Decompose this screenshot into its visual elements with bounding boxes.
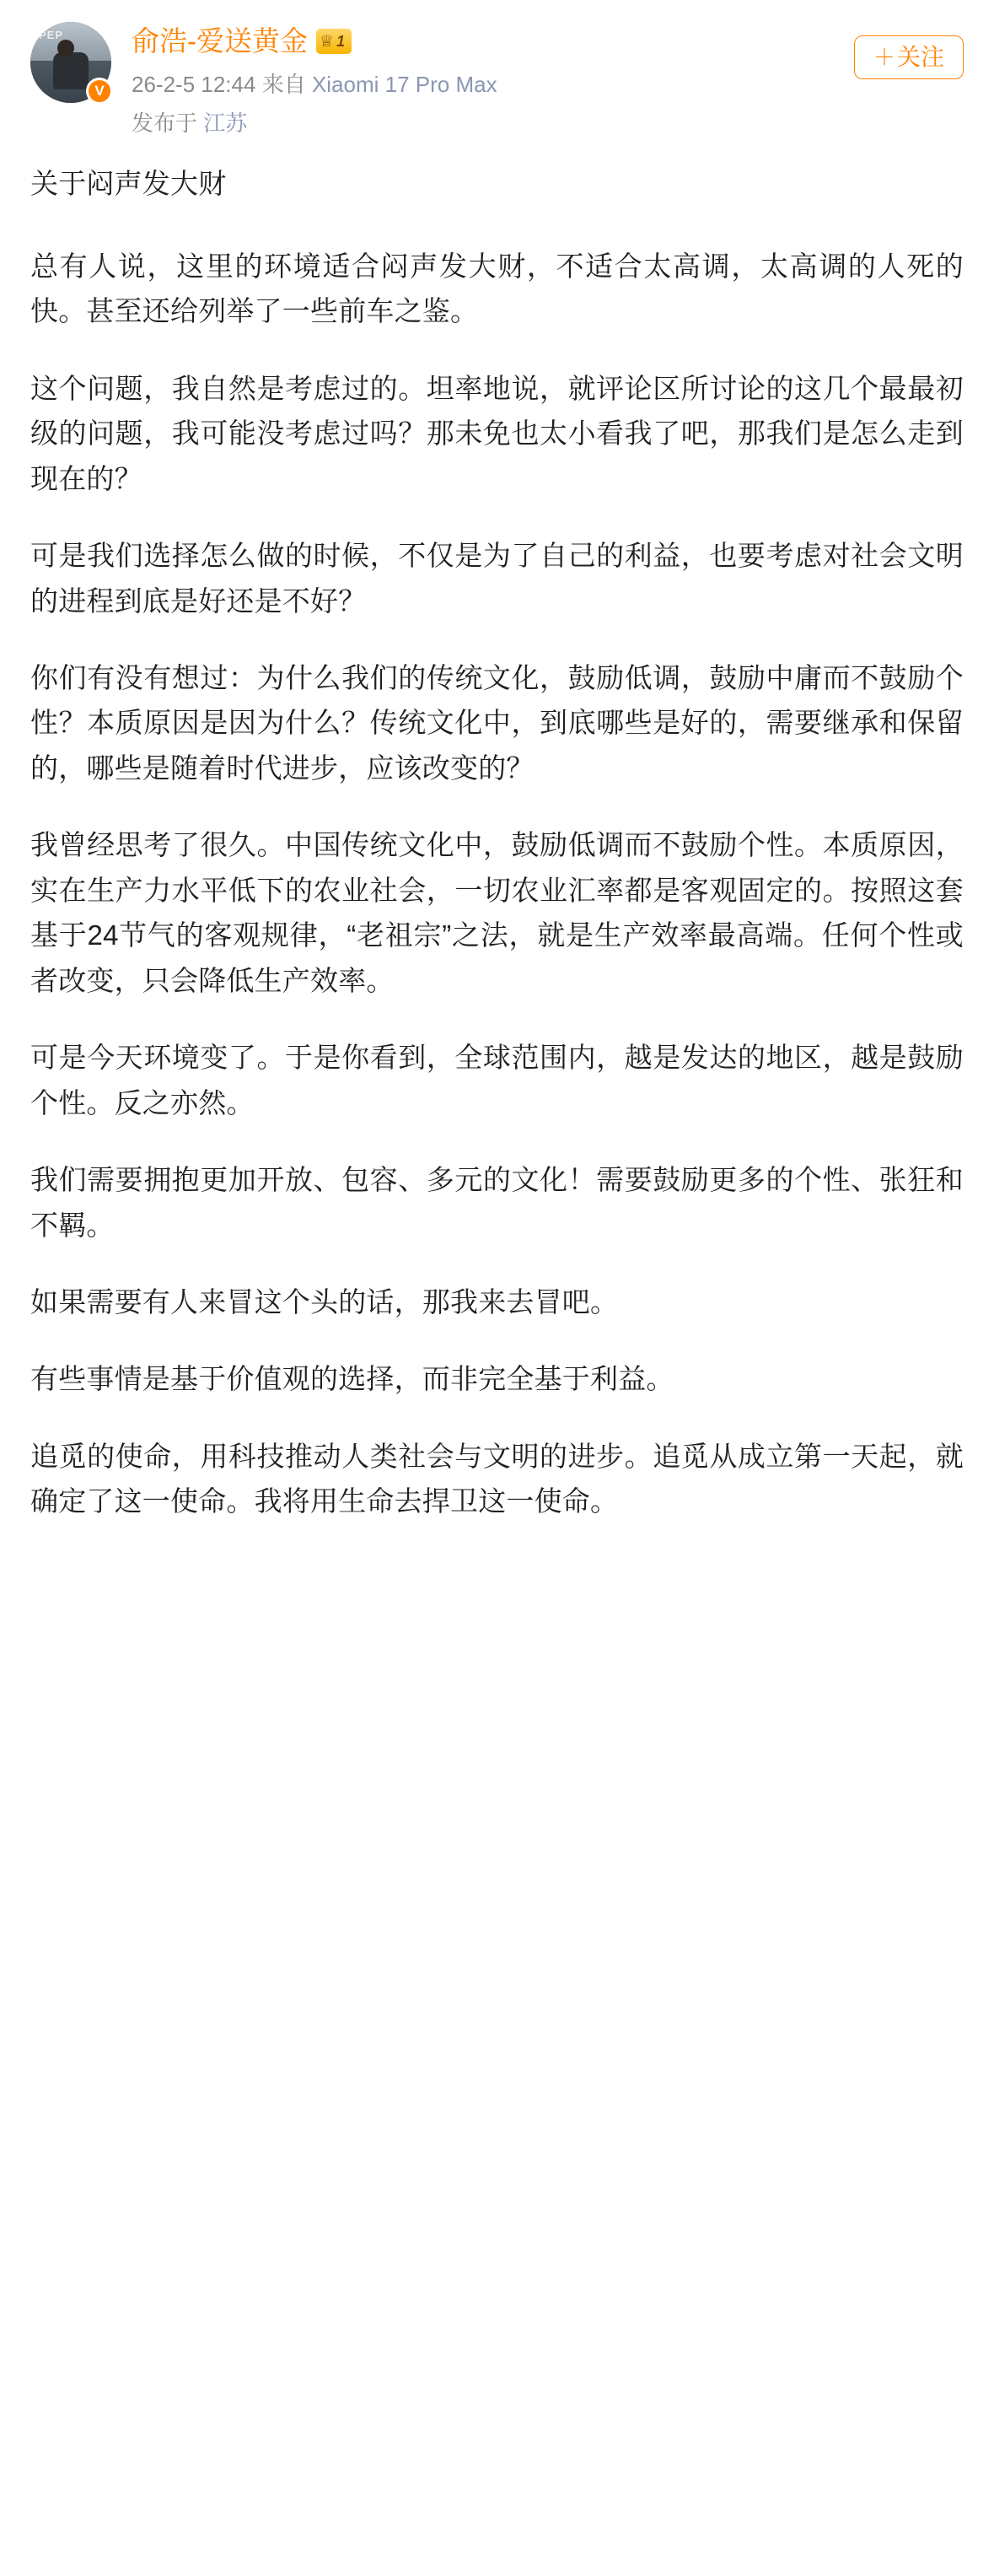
post-paragraph: 如果需要有人来冒这个头的话，那我来去冒吧。 (30, 1285, 619, 1318)
post-source-prefix: 来自 (261, 72, 306, 97)
author-nickname[interactable]: 俞浩-爱送黄金 (132, 25, 308, 57)
post-timestamp: 26-2-5 12:44 (132, 72, 256, 97)
post-paragraph: 我们需要拥抱更加开放、包容、多元的文化！需要鼓励更多的个性、张狂和不羁。 (30, 1164, 964, 1241)
verified-v-icon: V (86, 78, 113, 105)
avatar[interactable] (30, 22, 111, 103)
avatar-person-head (57, 40, 74, 57)
post-paragraph: 可是我们选择怎么做的时候，不仅是为了自己的利益，也要考虑对社会文明的进程到底是好还是不好？ (30, 540, 964, 617)
publish-prefix: 发布于 (132, 110, 198, 136)
follow-button[interactable] (854, 35, 964, 79)
post-header (0, 0, 994, 144)
post-paragraph: 你们有没有想过：为什么我们的传统文化，鼓励低调，鼓励中庸而不鼓励个性？本质原因是因为什么？传统文化中，到底哪些是好的，需要继承和保留的，哪些是随着时代进步，应该改变的？ (30, 662, 964, 784)
follow-button-label: 关注 (896, 44, 944, 70)
post-paragraph: 追觅的使命，用科技推动人类社会与文明的进步。追觅从成立第一天起，就确定了这一使命。我将用生命去捍卫这一使命。 (30, 1440, 964, 1517)
post-location-line (132, 108, 964, 140)
post-paragraph: 我曾经思考了很久。中国传统文化中，鼓励低调而不鼓励个性。本质原因，实在生产力水平低下的农业社会，一切农业汇率都是客观固定的。按照这套基于24节气的客观规律，“老祖宗”之法，就是生产效率最高端。任何个性或者改变，只会降低生产效率。 (30, 829, 964, 996)
post-paragraph: 这个问题，我自然是考虑过的。坦率地说，就评论区所讨论的这几个最最初级的问题，我可能没考虑过吗？那未免也太小看我了吧，那我们是怎么走到现在的？ (30, 372, 964, 494)
publish-location[interactable]: 江苏 (203, 110, 248, 136)
avatar-person-body (53, 52, 89, 89)
plus-icon: ＋ (873, 45, 895, 70)
avatar-logo-text: PEP (39, 29, 64, 41)
post-paragraph: 总有人说，这里的环境适合闷声发大财，不适合太高调，太高调的人死的快。甚至还给列举了一些前车之鉴。 (30, 250, 964, 327)
crown-icon: ♕ (320, 32, 335, 51)
post-source-device[interactable]: Xiaomi 17 Pro Max (311, 72, 497, 97)
post-paragraph: 有些事情是基于价值观的选择，而非完全基于利益。 (30, 1363, 674, 1395)
member-level-badge[interactable] (316, 29, 352, 54)
post-meta-line (132, 69, 964, 101)
member-level-value: 1 (336, 32, 346, 50)
post-paragraph: 关于闷声发大财 (30, 168, 227, 200)
header-main (132, 22, 964, 139)
name-row (132, 24, 964, 59)
post-body (0, 144, 994, 1557)
post-paragraph: 可是今天环境变了。于是你看到，全球范围内，越是发达的地区，越是鼓励个性。反之亦然。 (30, 1042, 964, 1118)
